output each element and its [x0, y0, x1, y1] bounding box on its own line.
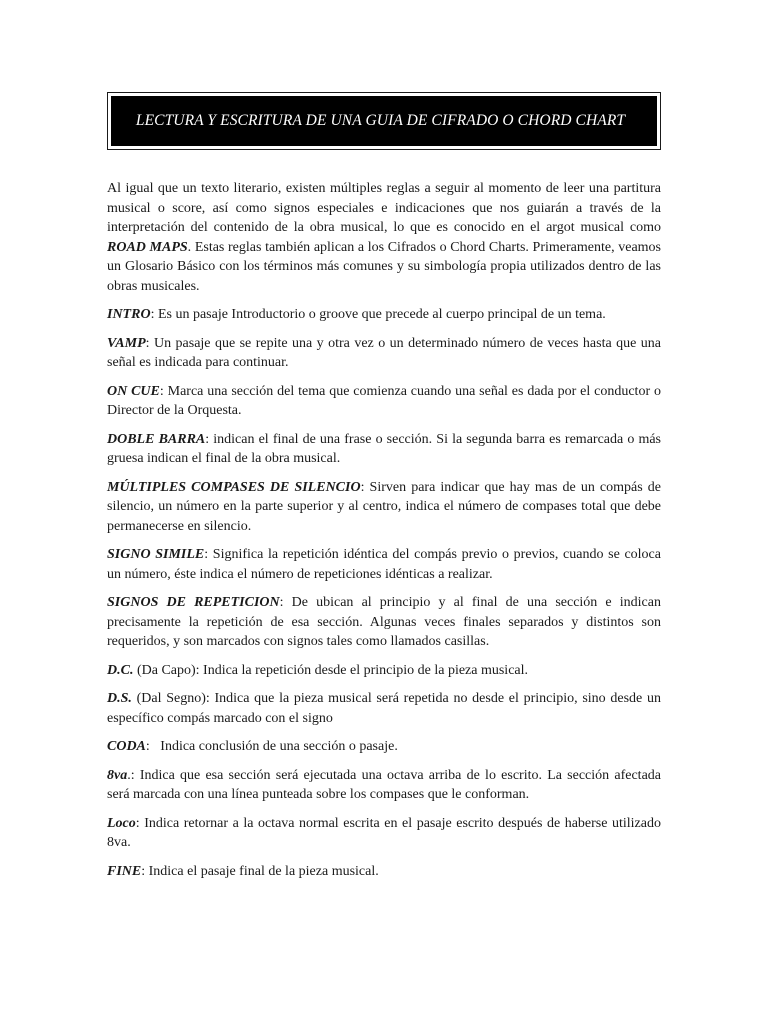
glossary-term: Loco [107, 815, 136, 831]
glossary-term: ON CUE [107, 383, 160, 399]
glossary-entry-signo-simile [107, 545, 661, 584]
glossary-term: INTRO [107, 307, 151, 322]
glossary-definition: : Es un pasaje Introductorio o groove que precede al cuerpo principal de un tema. [150, 307, 606, 322]
glossary-entry-multiples-compases [107, 478, 661, 537]
glossary-definition: (Dal Segno): Indica que la pieza musical será repetida no desde el principio, sino desde un específico compás marcado con el signo [107, 691, 661, 726]
glossary-term: MÚLTIPLES COMPASES DE SILENCIO [107, 479, 361, 495]
intro-text-after: . Estas reglas también aplican a los Cifrados o Chord Charts. Primeramente, veamos un Glosario Básico con los términos más comunes y su simbología propia utilizados dentro de las obras musicales. [107, 239, 661, 294]
glossary-definition: : Indica conclusión de una sección o pasaje. [145, 739, 398, 754]
glossary-definition: .: Indica que esa sección será ejecutada una octava arriba de lo escrito. La sección afectada será marcada con una línea punteada sobre los compases que le conforman. [107, 767, 661, 802]
glossary-entry-8va [107, 766, 661, 805]
glossary-definition: : Significa la repetición idéntica del compás previo o previos, cuando se coloca un número, éste indica el número de repeticiones idénticas a realizar. [107, 547, 661, 582]
glossary-entry-on-cue [107, 382, 661, 421]
glossary-definition: : De ubican al principio y al final de una sección e indican precisamente la repetición de esa sección. Algunas veces finales separados y distintos son requeridos, y son marcados con signos tales como llamados casillas. [107, 595, 661, 649]
glossary-term: VAMP [107, 335, 146, 351]
glossary-term: SIGNO SIMILE [107, 547, 205, 562]
intro-emphasis: ROAD MAPS [107, 239, 188, 255]
glossary-term: SIGNOS DE REPETICION [107, 595, 280, 610]
intro-text-before: Al igual que un texto literario, existen múltiples reglas a seguir al momento de leer una partitura musical o score, así como signos especiales e indicaciones que nos guiarán a través de la interpretación del contenido de la obra musical, lo que es conocido en el argot musical como [107, 181, 661, 235]
document-body [107, 179, 661, 881]
glossary-entry-coda [107, 737, 661, 757]
glossary-term: DOBLE BARRA [107, 431, 206, 447]
glossary-definition: (Da Capo): Indica la repetición desde el principio de la pieza musical. [133, 662, 529, 678]
glossary-entry-vamp [107, 334, 661, 373]
title-banner [111, 96, 654, 146]
glossary-definition: : Indica el pasaje final de la pieza musical. [141, 863, 379, 879]
glossary-entry-ds [107, 689, 661, 728]
document-page [107, 92, 661, 890]
glossary-entry-loco [107, 814, 661, 853]
document-title: LECTURA Y ESCRITURA DE UNA GUIA DE CIFRADO O CHORD CHART [135, 112, 626, 129]
glossary-entry-doble-barra [107, 430, 661, 469]
glossary-entry-fine [107, 862, 661, 882]
glossary-definition: : indican el final de una frase o sección. Si la segunda barra es remarcada o más gruesa indican el final de la obra musical. [107, 431, 662, 466]
glossary-definition: : Sirven para indicar que hay mas de un compás de silencio, un número en la parte superior y al centro, indica el número de compases total que debe permanecerse en silencio. [107, 479, 661, 534]
glossary-definition: : Indica retornar a la octava normal escrita en el pasaje escrito después de haberse utilizado 8va. [107, 815, 661, 850]
intro-paragraph [107, 179, 661, 296]
glossary-term: FINE [107, 863, 142, 879]
title-accent-bar [654, 96, 657, 146]
glossary-definition: : Un pasaje que se repite una y otra vez o un determinado número de veces hasta que una señal es indicada para continuar. [107, 335, 661, 370]
glossary-term: CODA [107, 739, 146, 754]
glossary-term: D.C. [107, 662, 134, 678]
glossary-term: D.S. [107, 691, 132, 706]
glossary-term: 8va [107, 767, 128, 783]
glossary-entry-intro [107, 305, 661, 325]
title-frame [107, 92, 661, 150]
glossary-entry-signos-repeticion [107, 593, 661, 652]
glossary-entry-dc [107, 661, 661, 681]
glossary-definition: : Marca una sección del tema que comienza cuando una señal es dada por el conductor o Director de la Orquesta. [107, 383, 661, 418]
